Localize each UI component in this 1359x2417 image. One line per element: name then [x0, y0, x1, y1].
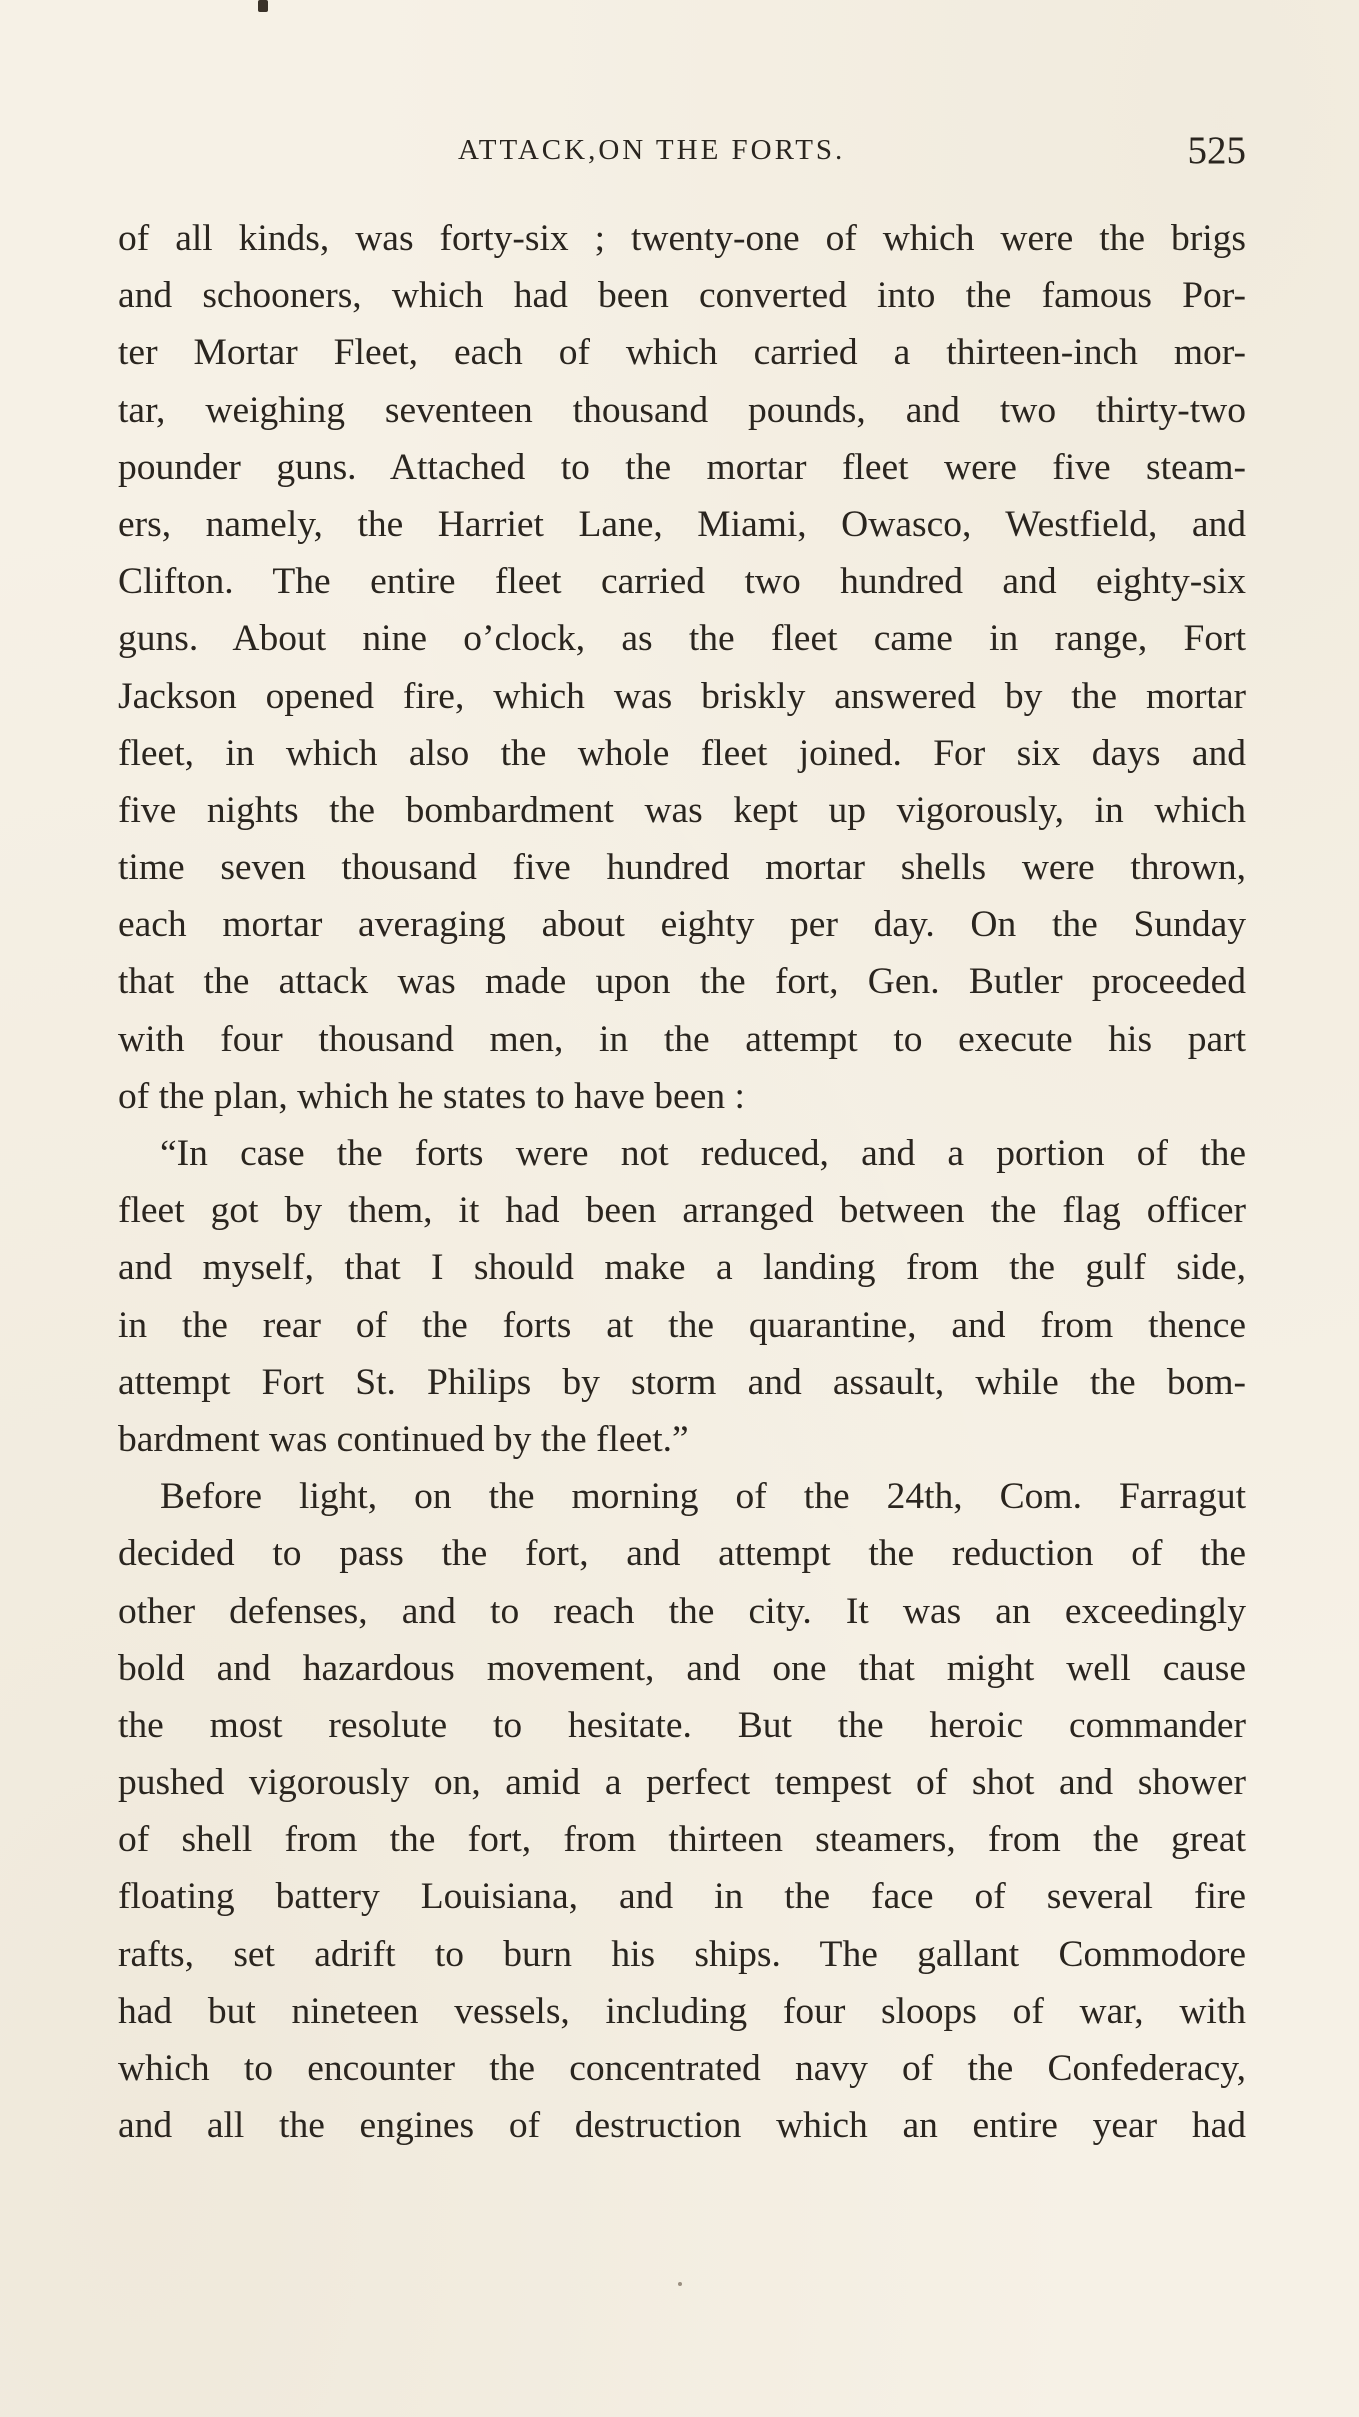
text-line: Jackson opened fire, which was briskly answered by the mortar: [118, 675, 1246, 717]
quote-line: “In case the forts were not reduced, and a portion of the: [160, 1133, 1246, 1174]
quote-line: in the rear of the forts at the quarantine, and from thence: [118, 1304, 1246, 1346]
text-line: time seven thousand five hundred mortar shells were thrown,: [118, 847, 1246, 889]
running-title: ATTACK,ON THE FORTS.: [458, 134, 846, 166]
page-number: 525: [1187, 129, 1246, 172]
running-header: [118, 128, 1246, 174]
text-line: Before light, on the morning of the 24th, Com. Farragut: [160, 1476, 1246, 1518]
text-line: ers, namely, the Harriet Lane, Miami, Owasco, Westfield, and: [118, 503, 1246, 545]
text-line: Clifton. The entire fleet carried two hundred and eighty-six: [118, 561, 1246, 603]
text-line: pounder guns. Attached to the mortar fleet were five steam-: [118, 446, 1246, 488]
text-line: that the attack was made upon the fort, Gen. Butler proceeded: [118, 961, 1246, 1003]
quote-line: attempt Fort St. Philips by storm and assault, while the bom-: [118, 1361, 1246, 1403]
text-line: bold and hazardous movement, and one that might well cause: [118, 1647, 1246, 1689]
text-body: [118, 210, 1246, 2154]
text-line: ter Mortar Fleet, each of which carried a thirteen-inch mor-: [118, 332, 1246, 374]
speck-mark: [678, 2282, 682, 2286]
text-line: and all the engines of destruction which an entire year had: [118, 2105, 1246, 2147]
text-line: had but nineteen vessels, including four sloops of war, with: [118, 1990, 1246, 2032]
text-line: five nights the bombardment was kept up vigorously, in which: [118, 789, 1246, 831]
quote-line: bardment was continued by the fleet.”: [118, 1418, 689, 1460]
text-line: which to encounter the concentrated navy of the Confederacy,: [118, 2048, 1246, 2089]
text-line: of all kinds, was forty-six ; twenty-one of which were the brigs: [118, 218, 1246, 259]
text-line: of shell from the fort, from thirteen steamers, from the great: [118, 1819, 1246, 1861]
quote-line: fleet got by them, it had been arranged between the flag officer: [118, 1190, 1246, 1232]
text-line: tar, weighing seventeen thousand pounds, and two thirty-two: [118, 389, 1246, 431]
text-line: guns. About nine o’clock, as the fleet came in range, Fort: [118, 618, 1246, 660]
text-line: of the plan, which he states to have been :: [118, 1075, 745, 1117]
text-line: rafts, set adrift to burn his ships. The gallant Commodore: [118, 1933, 1246, 1975]
text-line: each mortar averaging about eighty per day. On the Sunday: [118, 904, 1246, 946]
text-line: decided to pass the fort, and attempt the reduction of the: [118, 1533, 1246, 1575]
text-line: other defenses, and to reach the city. It was an exceedingly: [118, 1590, 1246, 1632]
text-line: the most resolute to hesitate. But the heroic commander: [118, 1704, 1246, 1746]
text-line: with four thousand men, in the attempt to execute his part: [118, 1018, 1246, 1060]
quote-line: and myself, that I should make a landing from the gulf side,: [118, 1247, 1246, 1289]
text-line: floating battery Louisiana, and in the face of several fire: [118, 1876, 1246, 1918]
text-line: and schooners, which had been converted into the famous Por-: [118, 275, 1246, 317]
text-line: pushed vigorously on, amid a perfect tempest of shot and shower: [118, 1762, 1246, 1804]
text-line: fleet, in which also the whole fleet joined. For six days and: [118, 732, 1246, 774]
ink-mark: [258, 0, 268, 12]
